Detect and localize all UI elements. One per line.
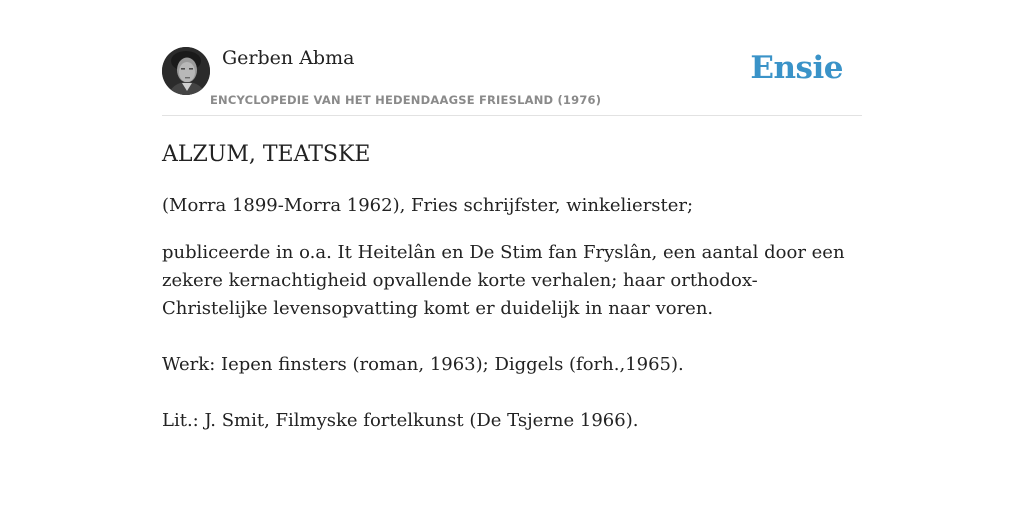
source-title[interactable]: ENCYCLOPEDIE VAN HET HEDENDAAGSE FRIESLAND (1976) — [210, 93, 602, 107]
article-title: ALZUM, TEATSKE — [162, 142, 371, 167]
author-name[interactable]: Gerben Abma — [222, 47, 355, 69]
entry-header — [162, 46, 862, 116]
author-portrait-icon — [162, 47, 210, 95]
brand-logo[interactable]: Ensie — [750, 50, 843, 86]
article — [162, 140, 862, 435]
article-paragraph-literature: Lit.: J. Smit, Filmyske fortelkunst (De Tsjerne 1966). — [162, 410, 639, 431]
author-avatar[interactable] — [162, 47, 210, 95]
article-paragraph-body: publiceerde in o.a. It Heitelân en De Stim fan Fryslân, een aantal door een zekere kernachtigheid opvallende korte verhalen; haar orthodox-Christelijke levensopvatting komt er duidelijk in naar voren. — [162, 242, 845, 319]
article-paragraph-dates: (Morra 1899-Morra 1962), Fries schrijfster, winkelierster; — [162, 195, 694, 216]
article-paragraph-works: Werk: Iepen finsters (roman, 1963); Diggels (forh.,1965). — [162, 354, 684, 375]
